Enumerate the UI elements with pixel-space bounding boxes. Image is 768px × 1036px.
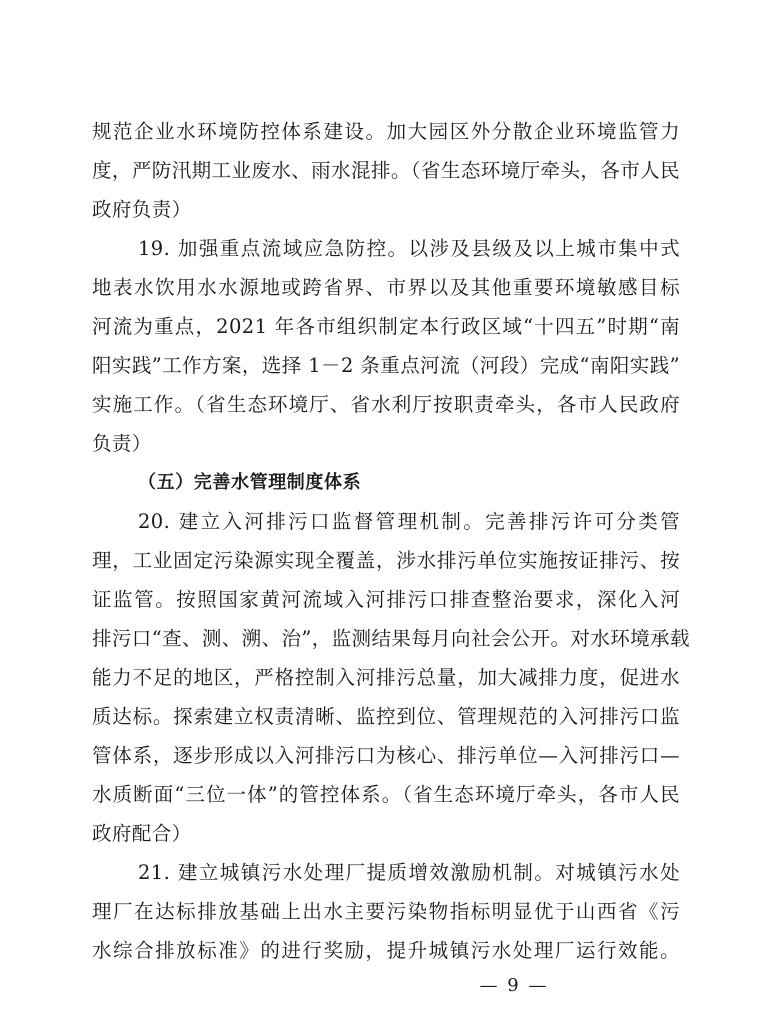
section-heading: （五）完善水管理制度体系	[138, 472, 362, 493]
text-line: 规范企业水环境防控体系建设。加大园区外分散企业环境监管力	[92, 120, 680, 143]
text-line: 排污口“查、测、溯、治”，监测结果每月向社会公开。对水环境承载	[92, 627, 690, 650]
text-line: 政府配合）	[92, 822, 192, 845]
item-20-title-line: 20. 建立入河排污口监督管理机制。完善排污许可分类管	[138, 510, 680, 533]
item-19-title-line: 19. 加强重点流域应急防控。以涉及县级及以上城市集中式	[138, 237, 680, 260]
text-line: 水质断面“三位一体”的管控体系。（省生态环境厅牵头，各市人民	[92, 783, 680, 806]
text-line: 负责）	[92, 432, 152, 455]
text-line: 政府负责）	[92, 198, 192, 221]
text-line: 地表水饮用水水源地或跨省界、市界以及其他重要环境敏感目标	[92, 276, 680, 299]
text-line: 阳实践”工作方案，选择 1－2 条重点河流（河段）完成“南阳实践”	[92, 354, 680, 377]
text-line: 实施工作。（省生态环境厅、省水利厅按职责牵头，各市人民政府	[92, 393, 680, 416]
page-number: — 9 —	[479, 975, 549, 996]
text-line: 理厂在达标排放基础上出水主要污染物指标明显优于山西省《污	[92, 900, 680, 923]
text-line: 证监管。按照国家黄河流域入河排污口排查整治要求，深化入河	[92, 588, 680, 611]
text-line: 能力不足的地区，严格控制入河排污总量，加大减排力度，促进水	[92, 666, 680, 689]
text-line: 河流为重点，2021 年各市组织制定本行政区域“十四五”时期“南	[92, 315, 680, 338]
text-line: 水综合排放标准》的进行奖励，提升城镇污水处理厂运行效能。	[92, 939, 680, 962]
text-line: 质达标。探索建立权责清晰、监控到位、管理规范的入河排污口监	[92, 705, 680, 728]
text-line: 管体系，逐步形成以入河排污口为核心、排污单位—入河排污口—	[92, 744, 680, 767]
text-line: 度，严防汛期工业废水、雨水混排。（省生态环境厅牵头，各市人民	[92, 159, 680, 182]
document-body	[92, 112, 690, 970]
text-line: 理，工业固定污染源实现全覆盖，涉水排污单位实施按证排污、按	[92, 549, 680, 572]
item-21-title-line: 21. 建立城镇污水处理厂提质增效激励机制。对城镇污水处	[138, 861, 680, 884]
